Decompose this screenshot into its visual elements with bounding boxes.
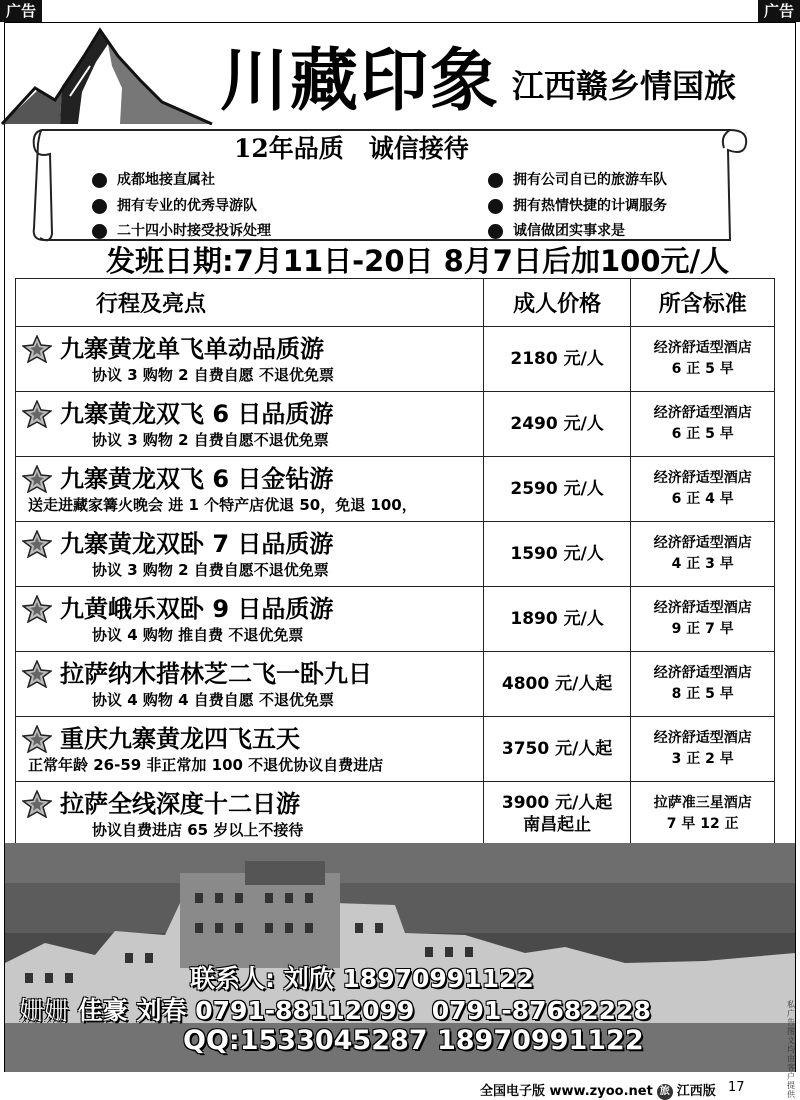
star-icon [22,400,52,428]
standard-cell [631,522,775,587]
feature-item: 诚信做团实事求是 [488,221,625,241]
departure-dates: 发班日期:7月11日-20日 8月7日后加100元/人 [106,244,730,278]
contact-qq: QQ:1533045287 18970991122 [183,1025,644,1056]
tour-name: 九黄峨乐双卧 9 日品质游 [22,593,483,625]
tour-price: 2590 元/人 [510,479,604,499]
footer-text [480,1080,716,1100]
hotel-standard: 经济舒适型酒店 [653,600,752,616]
itinerary-cell [16,392,484,457]
price-cell [483,392,631,457]
standard-cell [631,392,775,457]
hotel-standard: 经济舒适型酒店 [653,535,752,551]
tour-note: 协议 4 购物 推自费 不退优免票 [92,626,304,644]
standard-cell [631,327,775,392]
tour-name: 九寨黄龙双卧 7 日品质游 [22,528,483,560]
standard-cell [631,587,775,652]
tour-note: 送走进藏家篝火晚会 进 1 个特产店优退 50，免退 100， [28,496,417,514]
phone-1: 0791-88112099 [195,996,415,1025]
column-header-itinerary: 行程及亮点 [16,279,484,327]
hotel-standard: 拉萨准三星酒店 [653,795,752,811]
hotel-standard: 经济舒适型酒店 [653,665,752,681]
hotel-standard: 经济舒适型酒店 [653,340,752,356]
star-icon [22,465,52,493]
itinerary-cell [16,652,484,717]
bullet-icon [92,224,107,239]
itinerary-cell [16,717,484,782]
bullet-icon [488,224,503,239]
star-icon [22,660,52,688]
tour-price: 3750 元/人起 [501,739,613,759]
tour-price: 1890 元/人 [510,609,604,629]
tour-price: 3900 元/人起 [501,793,613,813]
bullet-icon [488,173,503,188]
agency-name: 江西赣乡情国旅 [512,67,737,105]
feature-item: 拥有专业的优秀导游队 [92,196,257,216]
tour-price: 2180 元/人 [510,349,604,369]
star-icon [22,725,52,753]
table-row [16,522,775,587]
feature-item: 二十四小时接受投诉处理 [92,221,271,241]
table-row [16,327,775,392]
tour-price: 1590 元/人 [510,544,604,564]
price-cell [483,782,631,847]
tour-note: 协议 3 购物 2 自费自愿不退优免票 [92,561,329,579]
tour-name: 拉萨纳木措林芝二飞一卧九日 [22,658,483,690]
table-row [16,587,775,652]
itinerary-cell [16,782,484,847]
mountain-logo-icon [0,26,215,126]
standard-cell [631,457,775,522]
table-row [16,782,775,847]
meal-standard: 9 正 7 早 [671,621,734,637]
bullet-icon [92,173,107,188]
itinerary-cell [16,587,484,652]
star-icon [22,335,52,363]
bullet-icon [488,199,503,214]
standard-cell [631,717,775,782]
footer-edition: 江西版 [676,1084,716,1099]
feature-item: 拥有公司自已的旅游车队 [488,170,667,190]
tour-note: 协议 3 购物 2 自费自愿 不退优免票 [92,366,334,384]
column-header-standard: 所含标准 [631,279,775,327]
price-cell [483,457,631,522]
star-icon [22,790,52,818]
feature-item: 拥有热情快捷的计调服务 [488,196,667,216]
page-number: 17 [728,1080,745,1095]
itinerary-cell [16,327,484,392]
price-cell [483,522,631,587]
meal-standard: 6 正 5 早 [671,426,734,442]
tour-name: 九寨黄龙双飞 6 日金钻游 [22,463,483,495]
feature-item: 成都地接直属社 [92,170,215,190]
tour-note: 协议自费进店 65 岁以上不接待 [92,821,304,839]
meal-standard: 3 正 2 早 [671,751,734,767]
contact-phones [19,991,651,1027]
tour-price: 2490 元/人 [510,414,604,434]
itinerary-cell [16,522,484,587]
bullet-icon [92,199,107,214]
tour-name: 重庆九寨黄龙四飞五天 [22,723,483,755]
contact-name-liuchun: 刘春 [136,996,187,1025]
footer-logo-icon: 旅 [657,1084,673,1100]
contact-name-shanshan: 姗姗 [19,996,70,1025]
price-cell [483,652,631,717]
slogan: 12年品质 诚信接待 [234,134,469,163]
contact-name-jiahao: 佳豪 [77,996,128,1025]
brand-title: 川藏印象 [220,42,501,121]
star-icon [22,530,52,558]
tour-name: 九寨黄龙双飞 6 日品质游 [22,398,483,430]
table-header-row [16,279,775,327]
phone-2: 0791-87682228 [431,996,651,1025]
meal-standard: 8 正 5 早 [671,686,734,702]
price-cell [483,327,631,392]
hotel-standard: 经济舒适型酒店 [653,730,752,746]
meal-standard: 7 早 12 正 [666,816,739,832]
standard-cell [631,782,775,847]
page-footer [0,1075,800,1100]
meal-standard: 6 正 5 早 [671,361,734,377]
star-icon [22,595,52,623]
tour-note: 协议 3 购物 2 自费自愿不退优免票 [92,431,329,449]
contact-line: 联系人: 刘欣 18970991122 [190,964,534,993]
table-row [16,652,775,717]
tour-note: 正常年龄 26-59 非正常加 100 不退优协议自费进店 [28,756,384,774]
meal-standard: 6 正 4 早 [671,491,734,507]
ad-label-left: 广告 [0,0,42,22]
footnote-vertical: 私广告图文均由客户提供 [787,1000,795,1099]
price-cell [483,587,631,652]
hotel-standard: 经济舒适型酒店 [653,470,752,486]
tour-price: 4800 元/人起 [501,674,613,694]
hotel-standard: 经济舒适型酒店 [653,405,752,421]
column-header-price: 成人价格 [483,279,631,327]
tour-note: 协议 4 购物 4 自费自愿 不退优免票 [92,691,334,709]
tour-name: 拉萨全线深度十二日游 [22,788,483,820]
tour-name: 九寨黄龙单飞单动品质游 [22,333,483,365]
table-row [16,392,775,457]
meal-standard: 4 正 3 早 [671,556,734,572]
standard-cell [631,652,775,717]
tour-table [15,278,775,847]
table-row [16,717,775,782]
price-cell [483,717,631,782]
itinerary-cell [16,457,484,522]
ad-label-right: 广告 [758,0,800,22]
table-row [16,457,775,522]
footer-site: 全国电子版 www.zyoo.net [480,1084,653,1099]
potala-palace-photo [5,843,795,1072]
tour-price-note: 南昌起止 [523,815,592,835]
